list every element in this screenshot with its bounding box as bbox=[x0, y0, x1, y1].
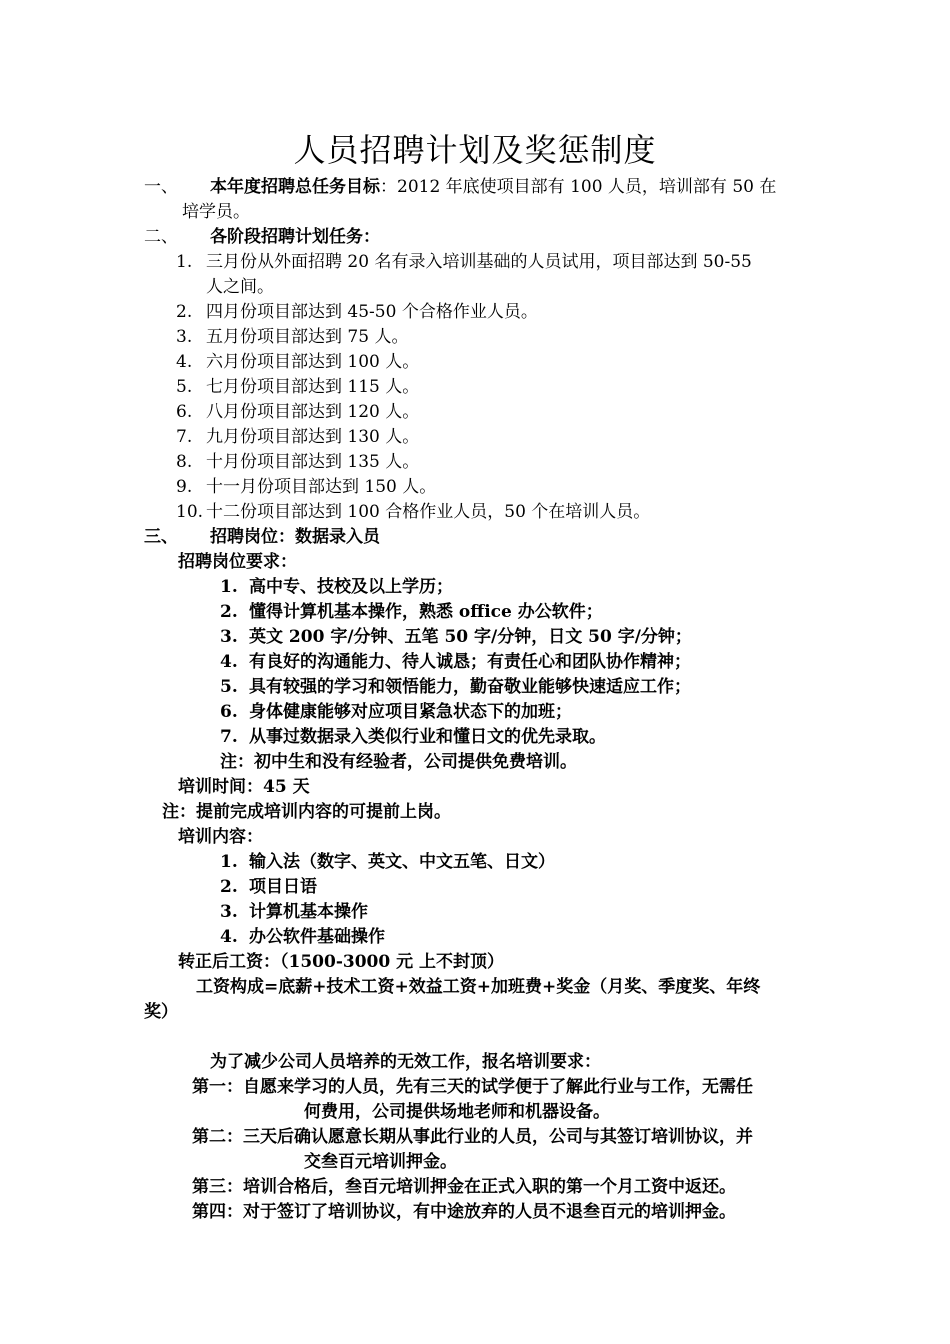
list-item-number: 9. bbox=[176, 477, 193, 497]
requirement-number: 7. bbox=[220, 727, 238, 747]
salary-composition: 工资构成=底薪+技术工资+效益工资+加班费+奖金（月奖、季度奖、年终 bbox=[196, 977, 761, 997]
requirement-item: 高中专、技校及以上学历； bbox=[249, 577, 453, 597]
section-2-heading: 各阶段招聘计划任务： bbox=[210, 227, 380, 247]
training-content-heading: 培训内容： bbox=[178, 827, 263, 847]
list-item: 十二份项目部达到 100 合格作业人员，50 个在培训人员。 bbox=[206, 502, 651, 522]
training-note: 注：提前完成培训内容的可提前上岗。 bbox=[162, 802, 451, 822]
signup-requirement-3: 第三：培训合格后，叁百元培训押金在正式入职的第一个月工资中返还。 bbox=[192, 1177, 736, 1197]
list-item: 十一月份项目部达到 150 人。 bbox=[206, 477, 437, 497]
training-content-item: 输入法（数字、英文、中文五笔、日文） bbox=[249, 852, 555, 872]
requirement-item: 具有较强的学习和领悟能力，勤奋敬业能够快速适应工作； bbox=[249, 677, 691, 697]
section-1-text: ：2012 年底使项目部有 100 人员，培训部有 50 在 bbox=[380, 177, 777, 197]
list-item-number: 2. bbox=[176, 302, 193, 322]
list-item-number: 8. bbox=[176, 452, 193, 472]
signup-requirement-2: 第二：三天后确认愿意长期从事此行业的人员，公司与其签订培训协议，并 bbox=[192, 1127, 753, 1147]
training-content-item: 项目日语 bbox=[249, 877, 317, 897]
page-title: 人员招聘计划及奖惩制度 bbox=[293, 131, 657, 169]
list-item-number: 4. bbox=[176, 352, 193, 372]
requirement-number: 5. bbox=[220, 677, 238, 697]
requirement-item: 身体健康能够对应项目紧急状态下的加班； bbox=[249, 702, 572, 722]
list-item-number: 3. bbox=[176, 327, 193, 347]
section-3-number: 三、 bbox=[144, 527, 178, 547]
list-item-number: 5. bbox=[176, 377, 193, 397]
requirement-item: 从事过数据录入类似行业和懂日文的优先录取。 bbox=[249, 727, 606, 747]
requirement-number: 2. bbox=[220, 602, 238, 622]
list-item-number: 10. bbox=[176, 502, 204, 522]
list-item-number: 1. bbox=[176, 252, 193, 272]
requirement-item: 懂得计算机基本操作，熟悉 office 办公软件； bbox=[249, 602, 603, 622]
signup-requirement-1: 第一：自愿来学习的人员，先有三天的试学便于了解此行业与工作，无需任 bbox=[192, 1077, 753, 1097]
list-item: 三月份从外面招聘 20 名有录入培训基础的人员试用，项目部达到 50-55 bbox=[206, 252, 752, 272]
list-item-number: 6. bbox=[176, 402, 193, 422]
requirement-number: 4. bbox=[220, 652, 238, 672]
signup-requirement-2-cont: 交叁百元培训押金。 bbox=[304, 1152, 457, 1172]
list-item-number: 7. bbox=[176, 427, 193, 447]
salary-composition-cont: 奖） bbox=[144, 1002, 178, 1022]
training-content-number: 4. bbox=[220, 927, 238, 947]
requirement-item: 有良好的沟通能力、待人诚恳；有责任心和团队协作精神； bbox=[249, 652, 691, 672]
section-3-heading: 招聘岗位：数据录入员 bbox=[210, 527, 380, 547]
requirement-number: 1. bbox=[220, 577, 238, 597]
list-item-cont: 人之间。 bbox=[206, 277, 274, 297]
section-1-line bbox=[210, 175, 776, 200]
list-item: 八月份项目部达到 120 人。 bbox=[206, 402, 420, 422]
list-item: 六月份项目部达到 100 人。 bbox=[206, 352, 420, 372]
requirement-number: 6. bbox=[220, 702, 238, 722]
section-1-text-cont: 培学员。 bbox=[182, 202, 250, 222]
training-content-number: 3. bbox=[220, 902, 238, 922]
list-item: 五月份项目部达到 75 人。 bbox=[206, 327, 409, 347]
training-content-number: 2. bbox=[220, 877, 238, 897]
requirement-number: 3. bbox=[220, 627, 238, 647]
requirements-heading: 招聘岗位要求： bbox=[178, 552, 297, 572]
section-1-number: 一、 bbox=[144, 177, 178, 197]
requirement-item: 英文 200 字/分钟、五笔 50 字/分钟，日文 50 字/分钟； bbox=[249, 627, 692, 647]
list-item: 七月份项目部达到 115 人。 bbox=[206, 377, 420, 397]
list-item: 四月份项目部达到 45-50 个合格作业人员。 bbox=[206, 302, 538, 322]
signup-requirements-heading: 为了减少公司人员培养的无效工作，报名培训要求： bbox=[210, 1052, 601, 1072]
training-content-item: 办公软件基础操作 bbox=[249, 927, 385, 947]
section-1-heading: 本年度招聘总任务目标 bbox=[210, 177, 380, 197]
training-content-number: 1. bbox=[220, 852, 238, 872]
training-content-item: 计算机基本操作 bbox=[249, 902, 368, 922]
list-item: 十月份项目部达到 135 人。 bbox=[206, 452, 420, 472]
signup-requirement-1-cont: 何费用，公司提供场地老师和机器设备。 bbox=[304, 1102, 610, 1122]
section-2-number: 二、 bbox=[144, 227, 178, 247]
requirement-note: 注：初中生和没有经验者，公司提供免费培训。 bbox=[220, 752, 577, 772]
salary-line: 转正后工资：（1500-3000 元 上不封顶） bbox=[178, 952, 505, 972]
list-item: 九月份项目部达到 130 人。 bbox=[206, 427, 420, 447]
training-time: 培训时间：45 天 bbox=[178, 777, 310, 797]
signup-requirement-4: 第四：对于签订了培训协议，有中途放弃的人员不退叁百元的培训押金。 bbox=[192, 1202, 736, 1222]
